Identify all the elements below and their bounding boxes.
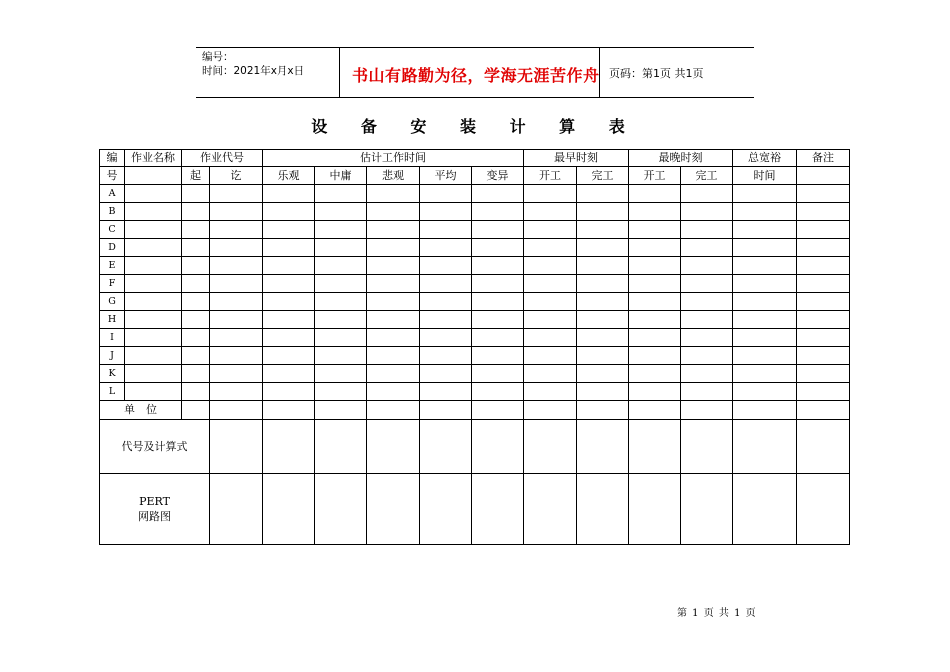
table-cell	[733, 239, 797, 257]
table-row	[100, 293, 850, 311]
table-cell	[681, 365, 733, 383]
time-label: 时间：2021年x月x日	[202, 65, 305, 77]
table-cell	[367, 221, 420, 239]
table-cell	[577, 311, 629, 329]
table-cell	[420, 185, 472, 203]
table-cell	[367, 257, 420, 275]
unit-row	[100, 401, 850, 420]
table-row	[100, 221, 850, 239]
col-slack-sub: 时间	[733, 167, 797, 185]
table-cell	[263, 221, 315, 239]
table-cell	[210, 257, 263, 275]
table-cell	[681, 257, 733, 275]
table-cell	[797, 257, 850, 275]
table-cell	[210, 203, 263, 221]
table-cell	[733, 203, 797, 221]
table-cell	[263, 347, 315, 365]
row-letter: F	[100, 275, 125, 293]
table-cell	[681, 203, 733, 221]
table-cell	[125, 185, 182, 203]
table-cell	[524, 257, 577, 275]
table-cell	[210, 311, 263, 329]
table-cell	[577, 383, 629, 401]
table-cell	[182, 257, 210, 275]
table-cell	[733, 275, 797, 293]
table-cell	[210, 383, 263, 401]
table-cell	[420, 275, 472, 293]
table-cell	[577, 365, 629, 383]
table-cell	[315, 365, 367, 383]
table-cell	[577, 203, 629, 221]
col-no-bottom: 号	[100, 167, 125, 185]
table-row	[100, 311, 850, 329]
table-cell	[681, 275, 733, 293]
table-cell	[629, 203, 681, 221]
est-optimistic: 乐观	[263, 167, 315, 185]
header-motto-box	[339, 48, 600, 97]
table-cell	[367, 203, 420, 221]
table-cell	[629, 257, 681, 275]
table-cell	[367, 365, 420, 383]
table-cell	[125, 293, 182, 311]
table-cell	[125, 311, 182, 329]
table-cell	[629, 311, 681, 329]
earliest-start: 开工	[524, 167, 577, 185]
table-cell	[524, 365, 577, 383]
row-letter: D	[100, 239, 125, 257]
table-cell	[420, 239, 472, 257]
table-cell	[210, 365, 263, 383]
table-cell	[182, 221, 210, 239]
number-label: 编号：	[202, 51, 234, 63]
table-row	[100, 383, 850, 401]
table-cell	[524, 383, 577, 401]
table-cell	[315, 293, 367, 311]
table-cell	[182, 365, 210, 383]
table-cell	[182, 203, 210, 221]
code-start: 起	[182, 167, 210, 185]
table-cell	[733, 383, 797, 401]
table-cell	[472, 221, 524, 239]
table-cell	[733, 185, 797, 203]
table-cell	[577, 221, 629, 239]
table-cell	[125, 329, 182, 347]
table-row	[100, 275, 850, 293]
table-cell	[125, 275, 182, 293]
row-letter: L	[100, 383, 125, 401]
table-cell	[367, 239, 420, 257]
col-estimate: 估计工作时间	[263, 150, 524, 167]
table-cell	[263, 311, 315, 329]
table-cell	[315, 257, 367, 275]
table-cell	[263, 365, 315, 383]
col-remark: 备注	[797, 150, 850, 167]
table-cell	[315, 383, 367, 401]
table-cell	[472, 311, 524, 329]
table-cell	[125, 221, 182, 239]
table-cell	[797, 221, 850, 239]
table-cell	[629, 221, 681, 239]
table-cell	[420, 347, 472, 365]
table-row	[100, 185, 850, 203]
table-cell	[315, 329, 367, 347]
table-cell	[263, 257, 315, 275]
table-cell	[797, 185, 850, 203]
table-cell	[210, 293, 263, 311]
pert-label	[100, 474, 210, 545]
header-row-2	[100, 167, 850, 185]
table-cell	[125, 257, 182, 275]
row-letter: A	[100, 185, 125, 203]
est-most-likely: 中庸	[315, 167, 367, 185]
table-cell	[125, 365, 182, 383]
table-cell	[733, 311, 797, 329]
table-cell	[577, 185, 629, 203]
table-cell	[315, 203, 367, 221]
table-cell	[524, 329, 577, 347]
table-cell	[472, 257, 524, 275]
row-letter: B	[100, 203, 125, 221]
table-cell	[182, 239, 210, 257]
table-cell	[210, 221, 263, 239]
table-cell	[472, 185, 524, 203]
table-cell	[315, 185, 367, 203]
col-latest: 最晚时刻	[629, 150, 733, 167]
table-cell	[420, 311, 472, 329]
est-variance: 变异	[472, 167, 524, 185]
table-cell	[681, 311, 733, 329]
latest-finish: 完工	[681, 167, 733, 185]
col-name: 作业名称	[125, 150, 182, 167]
table-cell	[125, 239, 182, 257]
table-cell	[681, 329, 733, 347]
table-cell	[472, 239, 524, 257]
table-cell	[182, 383, 210, 401]
table-cell	[577, 257, 629, 275]
table-cell	[629, 365, 681, 383]
table-cell	[681, 221, 733, 239]
table-cell	[125, 383, 182, 401]
formula-row	[100, 420, 850, 474]
row-letter: K	[100, 365, 125, 383]
table-cell	[210, 329, 263, 347]
table-row	[100, 347, 850, 365]
table-cell	[577, 275, 629, 293]
table-cell	[629, 383, 681, 401]
row-letter: I	[100, 329, 125, 347]
page-footer: 第 1 页 共 1 页	[677, 608, 756, 619]
table-cell	[367, 347, 420, 365]
table-cell	[472, 329, 524, 347]
col-earliest: 最早时刻	[524, 150, 629, 167]
earliest-finish: 完工	[577, 167, 629, 185]
table-cell	[315, 221, 367, 239]
table-cell	[577, 293, 629, 311]
table-row	[100, 365, 850, 383]
table-cell	[420, 365, 472, 383]
document-title: 设 备 安 装 计 算 表	[311, 117, 639, 136]
table-cell	[367, 329, 420, 347]
col-code: 作业代号	[182, 150, 263, 167]
table-cell	[797, 347, 850, 365]
table-cell	[733, 293, 797, 311]
row-letter: E	[100, 257, 125, 275]
table-cell	[182, 347, 210, 365]
table-cell	[472, 203, 524, 221]
table-cell	[629, 239, 681, 257]
table-cell	[263, 275, 315, 293]
table-cell	[681, 185, 733, 203]
col-no-top: 编	[100, 150, 125, 167]
table-cell	[733, 221, 797, 239]
table-cell	[367, 293, 420, 311]
table-cell	[472, 275, 524, 293]
table-row	[100, 203, 850, 221]
table-cell	[797, 365, 850, 383]
table-cell	[733, 329, 797, 347]
table-row	[100, 329, 850, 347]
table-cell	[577, 347, 629, 365]
table-cell	[524, 203, 577, 221]
table-cell	[629, 347, 681, 365]
table-cell	[681, 347, 733, 365]
table-cell	[367, 383, 420, 401]
table-cell	[367, 185, 420, 203]
table-cell	[472, 347, 524, 365]
table-cell	[524, 347, 577, 365]
table-cell	[797, 311, 850, 329]
table-cell	[524, 239, 577, 257]
table-row	[100, 239, 850, 257]
table-row	[100, 257, 850, 275]
table-cell	[182, 311, 210, 329]
table-cell	[263, 293, 315, 311]
est-pessimistic: 悲观	[367, 167, 420, 185]
row-letter: G	[100, 293, 125, 311]
latest-start: 开工	[629, 167, 681, 185]
table-cell	[472, 383, 524, 401]
page-code: 页码：第1页 共1页	[609, 67, 704, 80]
table-cell	[420, 293, 472, 311]
table-cell	[125, 203, 182, 221]
table-cell	[210, 275, 263, 293]
table-cell	[797, 293, 850, 311]
table-cell	[797, 239, 850, 257]
pert-row	[100, 474, 850, 545]
table-cell	[263, 203, 315, 221]
table-cell	[733, 257, 797, 275]
table-cell	[263, 329, 315, 347]
table-cell	[420, 203, 472, 221]
table-cell	[420, 383, 472, 401]
table-cell	[263, 383, 315, 401]
table-cell	[629, 185, 681, 203]
table-cell	[577, 329, 629, 347]
table-cell	[210, 347, 263, 365]
calculation-table	[99, 149, 850, 545]
table-cell	[733, 365, 797, 383]
table-cell	[420, 221, 472, 239]
table-cell	[629, 329, 681, 347]
table-cell	[182, 293, 210, 311]
code-end: 讫	[210, 167, 263, 185]
table-cell	[797, 383, 850, 401]
table-cell	[182, 329, 210, 347]
pert-label-line2: 网路图	[138, 510, 171, 523]
table-cell	[524, 311, 577, 329]
table-cell	[681, 383, 733, 401]
table-cell	[797, 275, 850, 293]
table-cell	[524, 221, 577, 239]
table-cell	[125, 347, 182, 365]
table-cell	[629, 275, 681, 293]
table-cell	[797, 329, 850, 347]
row-letter: H	[100, 311, 125, 329]
table-cell	[315, 239, 367, 257]
table-cell	[524, 185, 577, 203]
table-cell	[733, 347, 797, 365]
table-cell	[577, 239, 629, 257]
header-meta	[196, 48, 339, 97]
table-cell	[315, 311, 367, 329]
table-cell	[472, 293, 524, 311]
unit-label: 单 位	[100, 401, 182, 420]
table-cell	[367, 311, 420, 329]
table-cell	[315, 275, 367, 293]
table-cell	[210, 239, 263, 257]
table-cell	[182, 275, 210, 293]
table-cell	[681, 239, 733, 257]
table-cell	[524, 275, 577, 293]
table-cell	[263, 239, 315, 257]
col-slack: 总宽裕	[733, 150, 797, 167]
table-cell	[210, 185, 263, 203]
table-cell	[797, 203, 850, 221]
row-letter: J	[100, 347, 125, 365]
formula-label: 代号及计算式	[100, 420, 210, 474]
table-cell	[629, 293, 681, 311]
table-cell	[315, 347, 367, 365]
table-cell	[420, 329, 472, 347]
table-cell	[182, 185, 210, 203]
table-cell	[524, 293, 577, 311]
pert-label-line1: PERT	[139, 495, 170, 508]
motto-text: 书山有路勤为径，学海无涯苦作舟	[352, 66, 600, 85]
table-cell	[681, 293, 733, 311]
table-cell	[367, 275, 420, 293]
row-letter: C	[100, 221, 125, 239]
table-cell	[420, 257, 472, 275]
est-average: 平均	[420, 167, 472, 185]
table-cell	[472, 365, 524, 383]
page-header	[196, 47, 754, 98]
header-row-1	[100, 150, 850, 167]
table-cell	[263, 185, 315, 203]
